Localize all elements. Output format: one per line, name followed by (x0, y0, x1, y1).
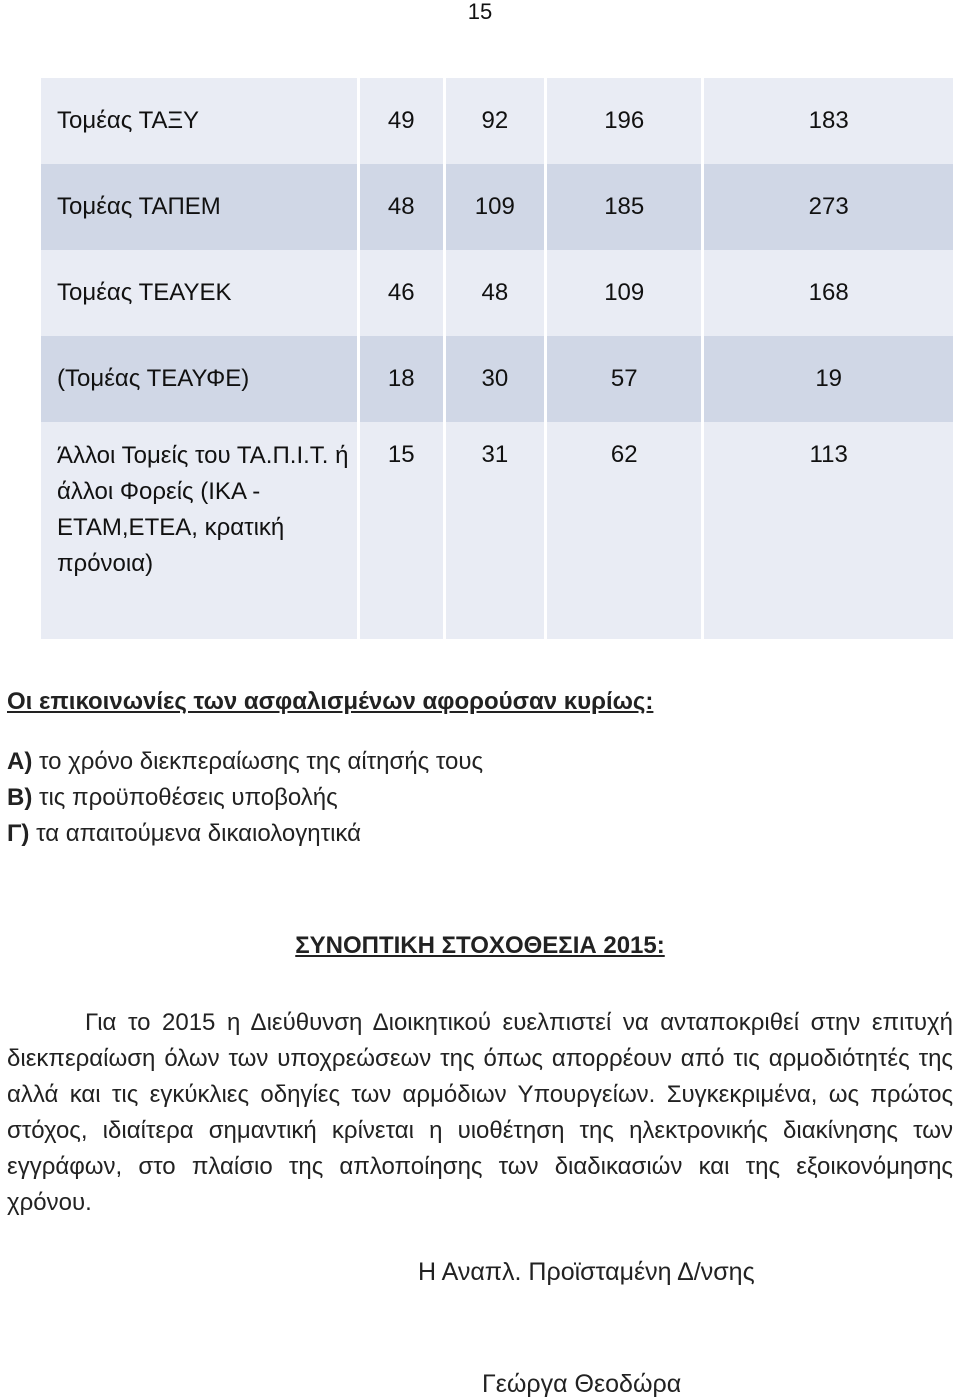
item-letter: Γ) (7, 820, 30, 847)
table-cell: 46 (360, 250, 443, 336)
table-cell: 183 (704, 78, 953, 164)
table-cell: 92 (446, 78, 545, 164)
statistics-table (38, 78, 956, 639)
page-number: 15 (467, 0, 493, 24)
targets-paragraph-1: Για το 2015 η Διεύθυνση Διοικητικού ευελπιστεί να ανταποκριθεί στην επιτυχή διεκπεραίωση όλων των υποχρεώσεων της όπως απορρέουν από τις αρμοδιότητές της αλλά και τις εγκύκλιες οδηγίες των αρμόδιων Υπουργείων. (7, 1009, 953, 1108)
table-cell: 113 (704, 422, 953, 639)
communications-list (7, 744, 483, 852)
table-cell: 185 (547, 164, 701, 250)
table-cell: 109 (446, 164, 545, 250)
table-cell: 18 (360, 336, 443, 422)
list-item (7, 816, 483, 852)
targets-heading: ΣΥΝΟΠΤΙΚΗ ΣΤΟΧΟΘΕΣΙΑ 2015: (295, 932, 665, 959)
table-cell: 196 (547, 78, 701, 164)
list-item (7, 780, 483, 816)
table-row (41, 164, 953, 250)
row-label: Τομέας ΤΑΠΕΜ (41, 164, 357, 250)
item-letter: Α) (7, 748, 33, 775)
targets-body (7, 1005, 953, 1221)
table-cell: 109 (547, 250, 701, 336)
table-cell: 48 (446, 250, 545, 336)
table-cell: 15 (360, 422, 443, 639)
row-label: Τομέας ΤΑΞΥ (41, 78, 357, 164)
table-cell: 168 (704, 250, 953, 336)
table-cell: 19 (704, 336, 953, 422)
table-cell: 273 (704, 164, 953, 250)
row-label: Άλλοι Τομείς του ΤΑ.Π.Ι.Τ. ή άλλοι Φορείς (ΙΚΑ - ΕΤΑΜ,ΕΤΕΑ, κρατική πρόνοια) (41, 422, 357, 639)
table-row (41, 422, 953, 639)
list-item (7, 744, 483, 780)
row-label: (Τομέας ΤΕΑΥΦΕ) (41, 336, 357, 422)
table-cell: 48 (360, 164, 443, 250)
table-row (41, 336, 953, 422)
item-text: τις προϋποθέσεις υποβολής (32, 784, 338, 811)
table-row (41, 78, 953, 164)
item-text: το χρόνο διεκπεραίωσης της αίτησής τους (32, 748, 484, 775)
targets-paragraph-2: Συγκεκριμένα, ως πρώτος στόχος, ιδιαίτερα σημαντική κρίνεται η υιοθέτηση της ηλεκτρονικής διακίνησης των εγγράφων, στο πλαίσιο της απλοποίησης των διαδικασιών και της εξοικονόμησης χρόνου. (7, 1081, 954, 1216)
communications-heading: Οι επικοινωνίες των ασφαλισμένων αφορούσαν κυρίως: (7, 688, 654, 715)
signature-title: Η Αναπλ. Προϊσταμένη Δ/νσης (418, 1258, 755, 1286)
table-cell: 30 (446, 336, 545, 422)
item-letter: Β) (7, 784, 33, 811)
row-label: Τομέας ΤΕΑΥΕΚ (41, 250, 357, 336)
table-cell: 57 (547, 336, 701, 422)
table-row (41, 250, 953, 336)
table-cell: 31 (446, 422, 545, 639)
table-cell: 62 (547, 422, 701, 639)
item-text: τα απαιτούμενα δικαιολογητικά (29, 820, 361, 847)
signature-name: Γεώργα Θεοδώρα (482, 1370, 682, 1398)
table-cell: 49 (360, 78, 443, 164)
